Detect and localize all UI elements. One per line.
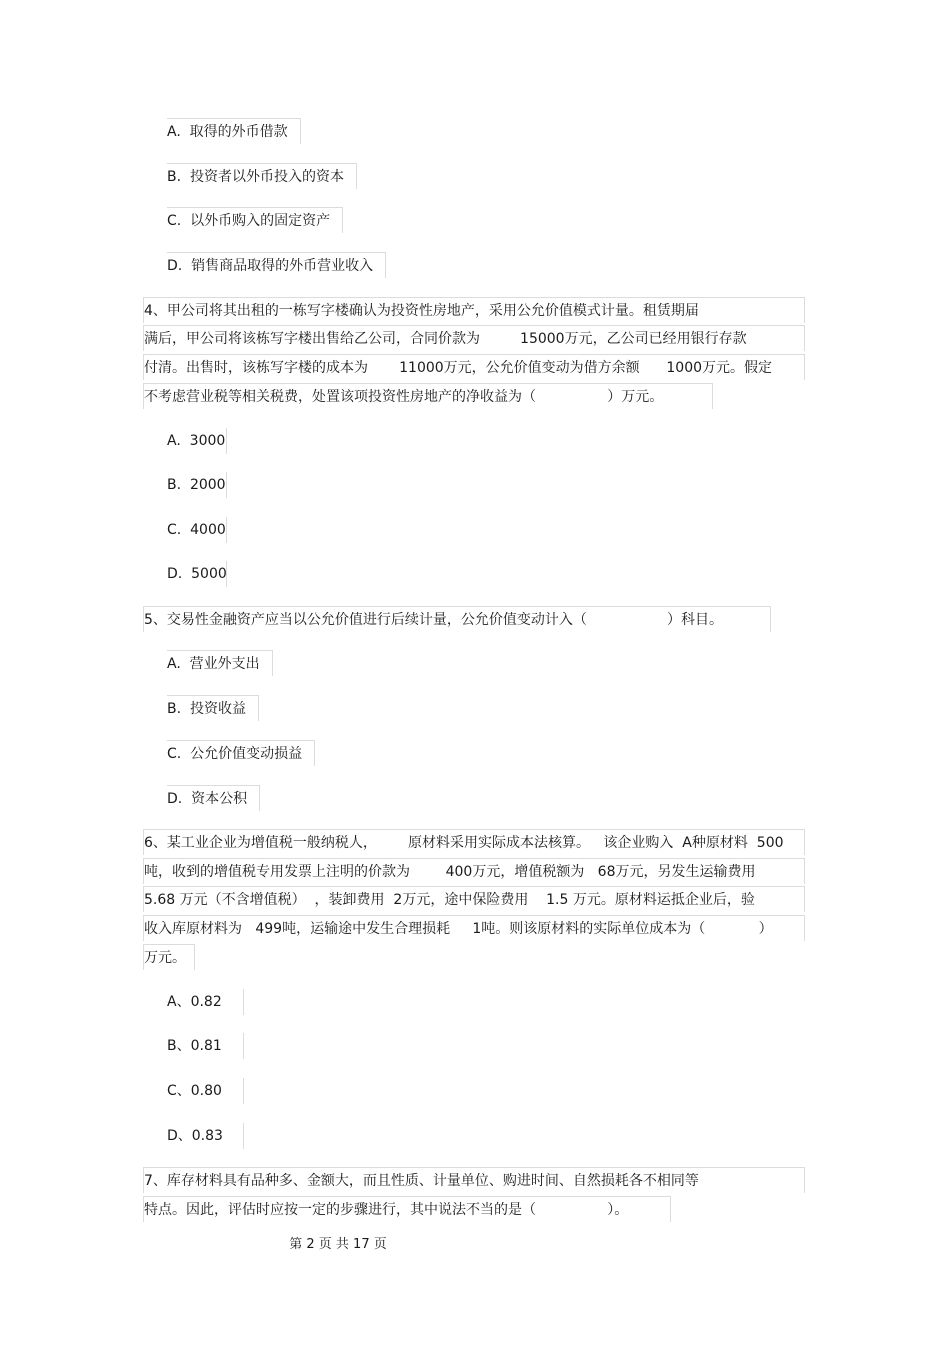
q6-option-a: A、0.82 <box>167 989 244 1015</box>
q6-stem-line-2: 吨，收到的增值税专用发票上注明的价款为 400万元，增值税额为 68万元，另发生运输费用 <box>143 858 805 884</box>
q4-option-a: A. 3000 <box>167 428 227 454</box>
q5-option-d: D. 资本公积 <box>167 785 260 811</box>
q6-option-d: D、0.83 <box>167 1123 244 1149</box>
q5-stem-line-1: 5、交易性金融资产应当以公允价值进行后续计量，公允价值变动计入（ ）科目。 <box>143 606 771 632</box>
q5-option-c: C. 公允价值变动损益 <box>167 740 315 766</box>
q4-stem-line-2: 满后，甲公司将该栋写字楼出售给乙公司，合同价款为 15000万元，乙公司已经用银行存款 <box>143 325 805 351</box>
q6-stem-line-4: 收入库原材料为 499吨，运输途中发生合理损耗 1吨。则该原材料的实际单位成本为（ ） <box>143 915 805 941</box>
q7-stem-line-1: 7、库存材料具有品种多、金额大，而且性质、计量单位、购进时间、自然损耗各不相同等 <box>143 1167 805 1193</box>
page-footer: 第 2 页 共 17 页 <box>289 1237 387 1252</box>
q4-stem-line-1: 4、甲公司将其出租的一栋写字楼确认为投资性房地产，采用公允价值模式计量。租赁期届 <box>143 297 805 323</box>
q4-stem-line-3: 付清。出售时，该栋写字楼的成本为 11000万元，公允价值变动为借方余额 1000万元。假定 <box>143 354 805 380</box>
q3-option-b: B. 投资者以外币投入的资本 <box>167 163 357 189</box>
q3-option-c: C. 以外币购入的固定资产 <box>167 207 343 233</box>
q4-option-b: B. 2000 <box>167 472 227 498</box>
q4-option-c: C. 4000 <box>167 517 227 543</box>
q4-option-d: D. 5000 <box>167 561 227 587</box>
q6-stem-line-1: 6、某工业企业为增值税一般纳税人， 原材料采用实际成本法核算。 该企业购入 A种原材料 500 <box>143 829 805 855</box>
q3-option-d: D. 销售商品取得的外币营业收入 <box>167 252 386 278</box>
q4-stem-line-4: 不考虑营业税等相关税费，处置该项投资性房地产的净收益为（ ）万元。 <box>143 383 713 409</box>
q3-option-a: A. 取得的外币借款 <box>167 118 301 144</box>
q5-option-a: A. 营业外支出 <box>167 650 273 676</box>
q6-stem-line-3: 5.68 万元（不含增值税） ，装卸费用 2万元，途中保险费用 1.5 万元。原材料运抵企业后，验 <box>143 886 805 912</box>
q6-option-c: C、0.80 <box>167 1078 244 1104</box>
q6-stem-line-5: 万元。 <box>143 944 195 970</box>
q7-stem-line-2: 特点。因此，评估时应按一定的步骤进行，其中说法不当的是（ ）。 <box>143 1196 671 1222</box>
q6-option-b: B、0.81 <box>167 1033 244 1059</box>
q5-option-b: B. 投资收益 <box>167 695 259 721</box>
